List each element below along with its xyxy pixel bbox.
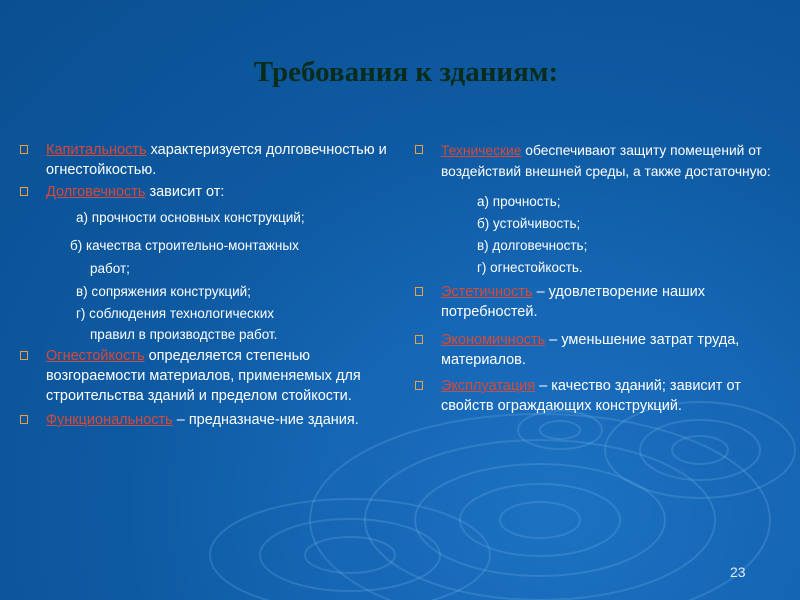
list-item (413, 330, 785, 370)
left-column (18, 140, 390, 430)
slide-title: Требования к зданиям: (253, 56, 559, 88)
term: Долговечность (46, 184, 146, 200)
page-number: 23 (730, 564, 746, 580)
description: – удовлетворение наших потребностей. (441, 284, 706, 320)
term: Эксплуатация (441, 378, 536, 394)
sublist-item: б) качества строительно-монтажных (70, 238, 299, 253)
list-item (18, 140, 390, 180)
term: Капитальность (46, 142, 147, 158)
list-item (413, 282, 785, 322)
bullet-icon (415, 287, 423, 296)
sublist-item: а) прочность; (477, 194, 561, 209)
description: зависит от: (145, 184, 225, 200)
bullet-icon (20, 145, 28, 154)
sublist-item: работ; (90, 261, 130, 276)
description: характеризуется долговечностью и огнестойкостью. (46, 142, 387, 178)
right-column (413, 140, 785, 416)
sublist-item: в) долговечность; (477, 238, 588, 253)
sublist-item: г) огнестойкость. (477, 260, 583, 275)
list-item (18, 346, 390, 406)
description: – предназначе-ние здания. (172, 412, 359, 428)
list-item (413, 376, 785, 416)
bullet-icon (20, 351, 28, 360)
bullet-icon (20, 415, 28, 424)
term: Экономичность (441, 332, 546, 348)
term: Функциональность (46, 412, 173, 428)
sublist-item: б) устойчивость; (477, 216, 581, 231)
bullet-icon (415, 381, 423, 390)
sublist-item: а) прочности основных конструкций; (76, 210, 305, 225)
sublist-item: в) сопряжения конструкций; (76, 284, 251, 299)
term: Огнестойкость (46, 348, 145, 364)
term: Эстетичность (441, 284, 533, 300)
description: обеспечивают защиту помещений от воздействий внешней среды, а также достаточную: (441, 143, 771, 179)
description: определяется степенью возгораемости материалов, применяемых для строительства зданий и пределом стойкости. (46, 348, 361, 404)
term: Технические (441, 143, 522, 158)
description: – уменьшение затрат труда, материалов. (441, 332, 740, 368)
sublist-item: правил в производстве работ. (90, 327, 278, 342)
bullet-icon (415, 335, 423, 344)
list-item (413, 140, 785, 182)
bullet-icon (20, 187, 28, 196)
bullet-icon (415, 145, 423, 154)
list-item (18, 182, 390, 202)
sublist-item: г) соблюдения технологических (76, 306, 275, 321)
list-item (18, 410, 390, 430)
description: – качество зданий; зависит от свойств ограждающих конструкций. (441, 378, 741, 414)
